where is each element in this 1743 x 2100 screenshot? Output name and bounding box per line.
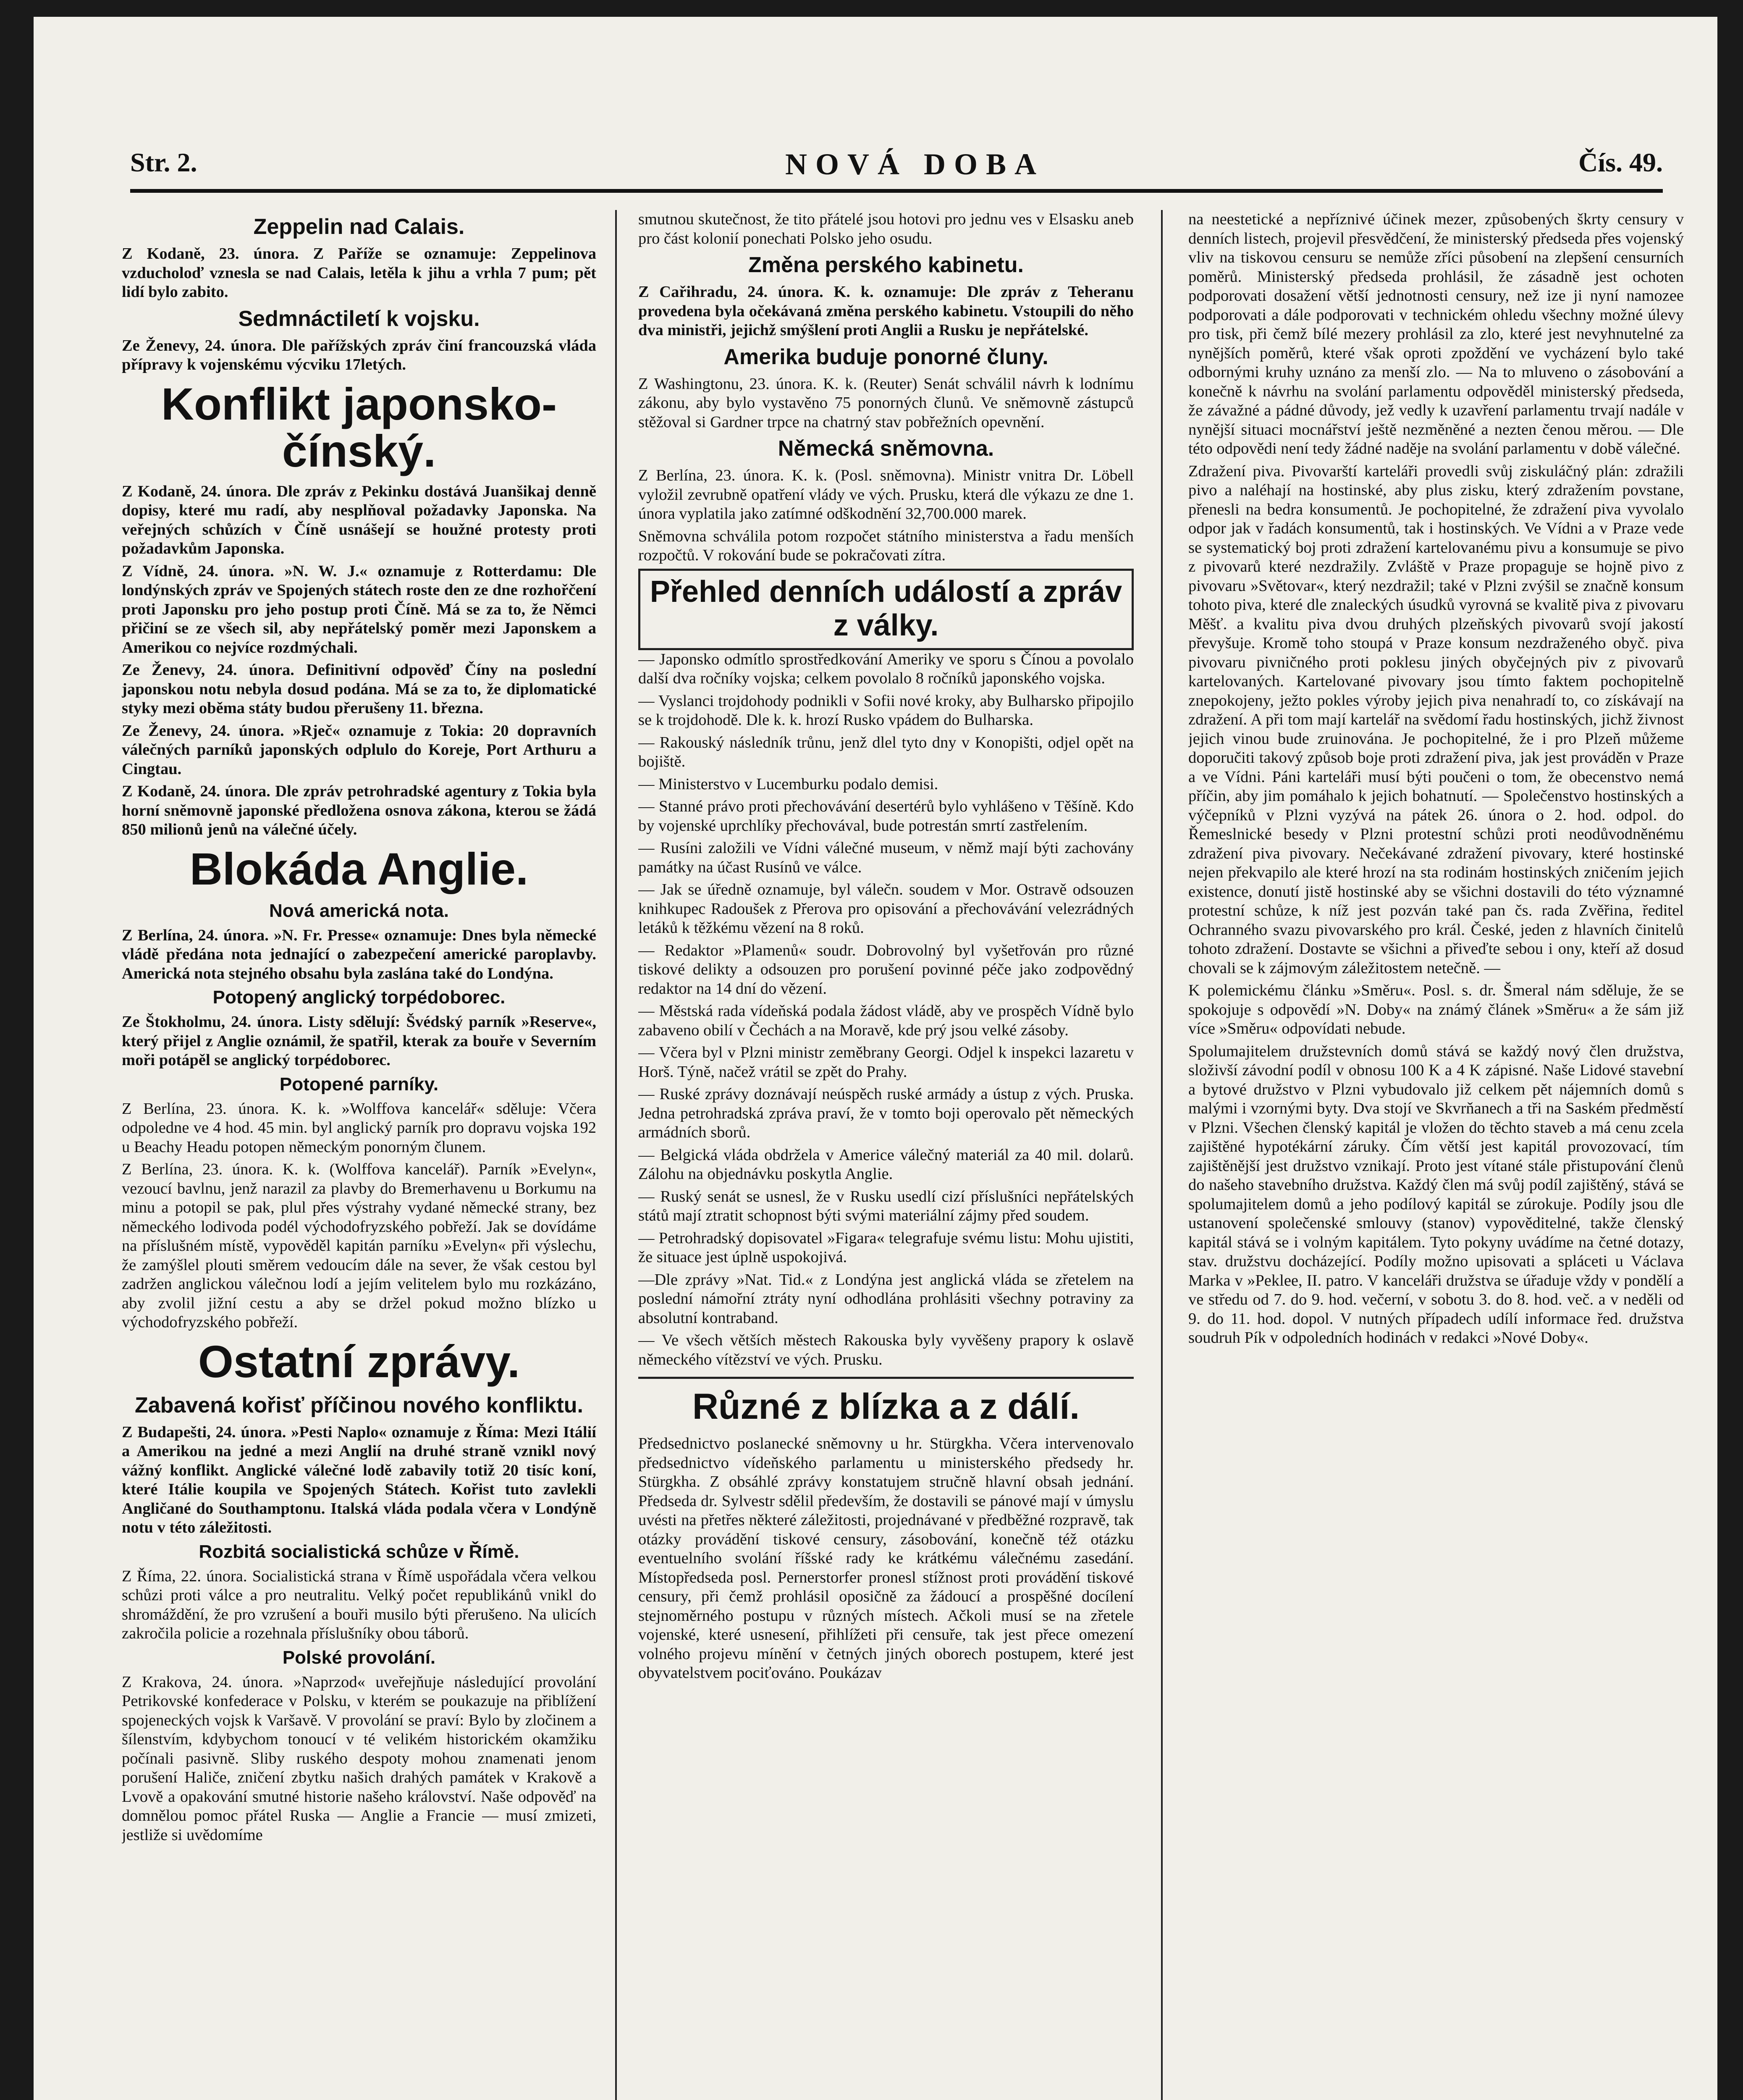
article-paragraph: — Japonsko odmítlo sprostředkování Ameriky ve sporu s Čínou a povolalo další dva ročníky vojska; celkem povolalo 8 ročníků japonského vojska.: [638, 650, 1134, 687]
article-paragraph: Z Kodaně, 23. února. Z Paříže se oznamuje: Zeppelinova vzducholoď vznesla se nad Calais, letěla k jihu a vrhla 7 pum; pět lidí bylo zabito.: [122, 245, 596, 301]
article-paragraph: Předsednictvo poslanecké sněmovny u hr. Stürgkha. Včera intervenovalo předsednictvo vídeňského parlamentu u ministerského předsedy hr. Stürgkha. Z obsáhlé zprávy konstatujem stručně hlavní obsah jednání. Předseda dr. Sylvestr sdělil především, že dostavili se pánové mají v úmyslu uvésti na přetřes některé záležitosti, projednávané v předběžné rozpravě, tak otázky provádění tiskové censury, zásobování, konečně též otázku eventuelního svolání říšské rady ke krátkému válečnému zasedání. Místopředseda posl. Pernerstorfer pronesl stížnost proti provádění tiskové censury, při čemž prohlásil oposičně za žádoucí a prospěšné docílení stejnoměrného postupu v různých místech. Ačkoli musí se na zřetele vojenské, které usnesení, přihlížeti při censuře, tak jest přece omezení volného projevu mínění v četných jiných oborech postupem, které jest obyvatelstvem pociťováno. Poukázav: [638, 1435, 1134, 1682]
article-paragraph: Z Krakova, 24. února. »Naprzod« uveřejňuje následující provolání Petrikovské konfederace v Polsku, v kterém se poukazuje na přiblížení spojeneckých vojsk k Varšavě. V provolání se praví: Bylo by zločinem a šílenstvím, kdybychom tonoucí v té velikém historickém okamžiku počínali pasivně. Sliby ruského despoty mohou znamenati jenom porušení Haliče, zničení zbytku našich drahých památek v Krakově a Lvově a opakování smutné historie našeho království. Naše odpověď na domnělou pomoc přátel Ruska — Anglie a Francie — musí zmizeti, jestliže si uvědomíme: [122, 1673, 596, 1844]
article-paragraph: K polemickému článku »Směru«. Posl. s. dr. Šmeral nám sděluje, že se spokojuje s odpovědí »N. Doby« na známý článek »Směru« a že sám již více »Směru« odpovídati nebude.: [1188, 982, 1684, 1037]
section-headline: Konflikt japonsko-čínský.: [161, 378, 557, 476]
article-paragraph: Ze Štokholmu, 24. února. Listy sdělují: Švédský parník »Reserve«, který přijel z Anglie oznámil, že spatřil, kterak za bouře v Severním moři potápěl se anglický torpédoborec.: [122, 1013, 596, 1069]
article-paragraph: Z Kodaně, 24. února. Dle zpráv petrohradské agentury z Tokia byla horní sněmovně japonské předložena osnova zákona, kterou se žádá 850 milionů jenů na válečné účely.: [122, 782, 596, 838]
headline-box: [638, 569, 1134, 650]
article-headline: Německá sněmovna.: [778, 436, 994, 461]
article-headline: Zeppelin nad Calais.: [253, 215, 465, 239]
column-2: [638, 210, 1134, 2100]
article-paragraph: — Stanné právo proti přechovávání desertérů bylo vyhlášeno v Těšíně. Kdo by vojenské uprchlíky přechovával, bude potrestán smrtí zastřelením.: [638, 798, 1134, 835]
article-paragraph: — Ministerstvo v Lucemburku podalo demisi.: [638, 775, 938, 793]
article-paragraph: — Včera byl v Plzni ministr zeměbrany Georgi. Odjel k inspekci lazaretu v Horš. Týně, načež vrátil se zpět do Prahy.: [638, 1044, 1134, 1081]
article-paragraph: Z Berlína, 23. února. K. k. »Wolffova kancelář« sděluje: Včera odpoledne ve 4 hod. 45 min. byl anglický parník pro dopravu vojska 192 u Beachy Headu potopen německým ponorným člunem.: [122, 1100, 596, 1156]
article-paragraph: na neestetické a nepříznivé účinek mezer, způsobených škrty censury v denních listech, projevil přesvědčení, že ministerský předseda přes vojenský vliv na tiskovou censuru se nemůže zříci působení na zlepšení censurních poměrů. Ministerský předseda prohlásil, že zásadně jest ochoten podporovati dosažení větší jednotnosti censury, než ize ji nyní namozee podporovati a dále podporovati v technickém ohledu všechny možné úlevy pro tisk, při čemž bílé mezery prohlásil za zlo, které jest nevyhnutelné za nynějších poměrů, které však oproti zpoždění ve vycházení bylo také odbornými kruhy uznáno za menší zlo. — Na to mluveno o zásobování a konečně k návrhu na svolání parlamentu odpověděl ministerský předseda, že závažné a pádné důvody, jež vedly k uzavření parlamentu trvají nadále v nynější situaci mocnářství ještě nezměněné a nezten čenou měrou. — Dle této odpovědi není tedy žádné naděje na svolání parlamentu v době válečné.: [1188, 210, 1684, 457]
page-number: Str. 2.: [130, 147, 197, 177]
article-paragraph: smutnou skutečnost, že tito přátelé jsou hotovi pro jednu ves v Elsasku aneb pro část kolonií ponechati Polsko jeho osudu.: [638, 210, 1134, 247]
newspaper-title: NOVÁ DOBA: [785, 147, 1045, 181]
article-paragraph: — Vyslanci trojdohody podnikli v Sofii nové kroky, aby Bulharsko připojilo se k trojdohodě. Dle k. k. hrozí Rusko vpádem do Bulharska.: [638, 692, 1134, 729]
article-paragraph: — Redaktor »Plamenů« soudr. Dobrovolný byl vyšetřován pro různé tiskové delikty a odsouzen pro porušení povinné péče jako zodpovědný redaktor na 14 dní do vězení.: [638, 941, 1134, 998]
article-paragraph: Sněmovna schválila potom rozpočet státního ministerstva a řadu menších rozpočtů. V rokování bude se pokračovati zítra.: [638, 527, 1134, 564]
article-paragraph: Z Říma, 22. února. Socialistická strana v Římě uspořádala včera velkou schůzi proti válce a pro neutralitu. Velký počet republikánů vnikl do shromáždění, že pro vzrušení a bouři musilo býti přerušeno. Na ulicích zakročila policie a rozehnala příslušníky obou táborů.: [122, 1567, 596, 1642]
article-paragraph: — Rusíni založili ve Vídni válečné museum, v němž mají býti zachovány památky na účast Rusínů ve válce.: [638, 839, 1134, 876]
article-headline: Amerika buduje ponorné čluny.: [723, 344, 1048, 369]
article-paragraph: —Dle zprávy »Nat. Tid.« z Londýna jest anglická vláda se zřetelem na poslední námořní ztráty nyní odhodlána prohlásiti všechny potraviny za absolutní kontraband.: [638, 1270, 1134, 1327]
article-subheadline: Polské provolání.: [282, 1647, 436, 1668]
newspaper-page: [34, 17, 1717, 2100]
article-paragraph: Z Budapešti, 24. února. »Pesti Naplo« oznamuje z Říma: Mezi Itálií a Amerikou na jedné a mezi Anglií na druhé straně vznikl nový vážný konflikt. Anglické válečné lodě zabavily totiž 20 tisíc koní, které Itálie koupila ve Spojených Státech. Kořist tuto zavlekli Angličané do Southamptonu. Italská vláda podala včera v Londýně notu v této záležitosti.: [122, 1423, 596, 1536]
article-paragraph: Spolumajitelem družstevních domů stává se každý nový člen družstva, složivší závodní podíl v obnosu 100 K a 4 K zápisné. Naše Lidové stavební a bytové družstvo v Plzni vybudovalo již celkem pět nájemních domů s malými i vzornými byty. Dva stojí ve Skvrňanech a tři na Saském předměstí v Plzni. Všechen členský kapitál je vložen do těchto staveb a má cenu zcela zajištěné hypotékární záruky. Čím větší jest kapitál provozovací, tím zajištěnější jest družstvo vznikají. Proto jest vítané stále přistupování členů do našeho stavebního družstva. Každý člen má svůj podíl zajištěný, stává se spolumajitelem domů a jeho podílový kapitál se zúrokuje. Podíly jsou dle ustanovení společenské smlouvy (stanov) vypověditelné, takže členský kapitál stává se i volným kapitálem. Tyto pokyny uvádíme na četné dotazy, stav. družstvu docházející. Podíly možno upisovati a spláceti u Václava Marka v »Peklee, II. patro. V kanceláři družstva se úřaduje vždy v pondělí a ve středu od 7. do 9. hod. večerní, v sobotu 3. do 8. hod. več. a v neděli od 9. do 11. hod. dopol. V nutných případech udílí informace řed. družstva soudruh Pík v odpoledních hodinách v redakci »Nové Doby«.: [1188, 1042, 1684, 1347]
article-paragraph: Z Vídně, 24. února. »N. W. J.« oznamuje z Rotterdamu: Dle londýnských zpráv ve Spojených státech roste den ze dne rozhořčení proti Japonsku pro jeho postup proti Číně. Má se za to, že Němci přičiní se ze všech sil, aby nepřátelský poměr mezi Japonskem a Amerikou co nejvíce rozdmýchali.: [122, 562, 596, 656]
column-3: [1188, 210, 1684, 2100]
column-divider: [1161, 210, 1163, 2100]
column-1: [122, 210, 596, 2100]
section-headline: Ostatní zprávy.: [198, 1336, 520, 1387]
article-paragraph: Z Berlína, 23. února. K. k. (Posl. sněmovna). Ministr vnitra Dr. Löbell vyložil zevrubně opatření vlády ve vých. Prusku, která dle výkazu ze dne 1. února vyplatila jako zatímné odškodnění 32,700.000 marek.: [638, 467, 1134, 522]
article-paragraph: — Ruské zprávy doznávají neúspěch ruské armády a ústup z vých. Pruska. Jedna petrohradská zpráva praví, že v tomto boji operovalo pět německých armádních sborů.: [638, 1085, 1134, 1141]
article-headline: Změna perského kabinetu.: [748, 253, 1024, 277]
section-headline: Přehled denních událostí a zpráv z války.: [650, 575, 1122, 642]
article-paragraph: — Ruský senát se usnesl, že v Rusku usedlí cizí příslušníci nepřátelských států mají ztratit schopnost býti svými materiální zájmy před soudem.: [638, 1187, 1134, 1224]
article-paragraph: Z Berlína, 23. února. K. k. (Wolffova kancelář). Parník »Evelyn«, vezoucí bavlnu, jenž narazil za plavby do Bremerhavenu u Borkumu na minu a potopil se pak, plul přes výstrahy vydané německé strany, bez německého lodivoda podél východofryzského pobřeží. Jak se dovídáme na příslušném místě, vypověděl kapitán parníku »Evelyn« při výslechu, že zamýšlel plouti směrem vedoucím dále na sever, že však cestou byl zadržen anglickou válečnou lodí a jejím velitelem bylo mu rozkázáno, aby zvolil jižní cestu a aby se držel pokud možno blízko u východofryzského pobřeží.: [122, 1160, 596, 1331]
article-headline: Sedmnáctiletí k vojsku.: [238, 306, 480, 331]
article-paragraph: — Jak se úředně oznamuje, byl válečn. soudem v Mor. Ostravě odsouzen knihkupec Radoušek z Přerova pro opisování a přechovávání velezrádných letáků k těžkému vězení na 8 roků.: [638, 881, 1134, 937]
masthead: [130, 143, 1663, 193]
article-paragraph: Z Cařihradu, 24. února. K. k. oznamuje: Dle zpráv z Teheranu provedena byla očekávaná změna perského kabinetu. Vstoupili do něho dva ministři, jejichž smýšlení proti Anglii a Rusku je nepřátelské.: [638, 283, 1134, 339]
article-paragraph: Ze Ženevy, 24. února. »Rječ« oznamuje z Tokia: 20 dopravních válečných parníků japonských odplulo do Koreje, Port Arthuru a Cingtau.: [122, 722, 596, 778]
issue-number: Čís. 49.: [1578, 147, 1663, 177]
article-paragraph: — Petrohradský dopisovatel »Figara« telegrafuje svému listu: Mohu ujistiti, že situace jest úplně uspokojivá.: [638, 1229, 1134, 1266]
article-paragraph: Ze Ženevy, 24. února. Dle pařížských zpráv činí francouzská vláda přípravy k vojenskému výcviku 17letých.: [122, 336, 596, 373]
article-subheadline: Nová americká nota.: [269, 900, 449, 921]
article-paragraph: Z Washingtonu, 23. února. K. k. (Reuter) Senát schválil návrh k lodnímu zákonu, aby bylo vystavěno 75 ponorných člunů. Ve sněmovně zástupců stěžoval si Gardner trpce na chatrný stav pobřežních opevnění.: [638, 375, 1134, 431]
article-subheadline: Rozbitá socialistická schůze v Římě.: [199, 1541, 519, 1562]
article-paragraph: Ze Ženevy, 24. února. Definitivní odpověď Číny na poslední japonskou notu nebyla dosud podána. Má se za to, že diplomatické styky mezi oběma státy budou přerušeny 11. března.: [122, 661, 596, 717]
column-divider: [615, 210, 617, 2100]
article-headline: Zabavená kořisť příčinou nového konfliktu.: [135, 1393, 583, 1418]
section-headline: Různé z blízka a z dálí.: [692, 1386, 1080, 1427]
article-paragraph: — Městská rada vídeňská podala žádost vládě, aby ve prospěch Vídně bylo zabaveno obilí v Čechách a na Moravě, kde prý jsou velké zásoby.: [638, 1002, 1134, 1039]
article-subheadline: Potopené parníky.: [279, 1074, 439, 1095]
article-subheadline: Potopený anglický torpédoborec.: [212, 987, 506, 1008]
article-paragraph: Z Kodaně, 24. února. Dle zpráv z Pekinku dostává Juanšikaj denně dopisy, které mu radí, aby nesplňoval požadavky Japonska. Na veřejných schůzích v Číně usnášejí se houžné protesty proti požadavkům Japonska.: [122, 482, 596, 557]
article-paragraph: — Ve všech větších městech Rakouska byly vyvěšeny prapory k oslavě německého vítězství ve vých. Prusku.: [638, 1331, 1134, 1368]
article-paragraph: Zdražení piva. Pivovarští karteláři provedli svůj ziskuláčný plán: zdražili pivo a naléhají na hostinské, aby plus zisku, který zdražením povstane, přenesli na bedra konsumentů. Je pochopitelné, že zdražení piva vyvolalo odpor jak v řadách konsumentů, tak i hostinských. Ve Vídni a v Praze vede se systematický boj proti zdražení kartelovanému pivu a konsumuje se pivo z pivovarů které nezdražily. Zvláště v Praze propaguje se hojně pivo z pivovaru »Světovar«, který nezdražil; také v Plzni zvýšil se značně konsum tohoto piva, které dle znaleckých úsudků vyrovná se kvalitě piva z pivovaru Měšť. a kvalitu piva dvou druhých plzeňských pivovarů svojí jakostí převyšuje. Kromě toho stoupá v Praze konsum nezdraženého obyč. piva pivovaru pivničného proti poklesu jiných obyčejných piv z pivovarů kartelovaných. Kartelované pivovary jsou tímto faktem pochopitelně znepokojeny, ježto pokles výroby jejich piva nenahradí to, co získávají na zdražení. A při tom mají kartelář na svědomí řadu hostinských, jichž živnost jejich vinou bude zruinována. Je pochopitelné, že i pro Plzeň můžeme doporučiti takový způsob boje proti zdražení piva, jak jest prováděn v Praze a ve Vídni. Páni karteláři musí býti poučeni o tom, že obecenstvo nemá příčin, aby jim pomáhalo k jejich bohatnutí. — Společenstvo hostinských a výčepníků v Plzni vyzývá na pátek 26. února o 2. hod. odpol. do Řemeslnické besedy v Plzni protestní schůzi proti neodůvodněnému zdražení piva pivovary. Nečekávané zdražení pivovary, které hostinské nejen překvapilo ale které hrozí na sta rodinám hostinských zničením jejich existence, donutí jistě hostinské aby se všichni dostavili do této významné protestní schůze, k níž jest pozván také pan čs. rada Zvěřina, ředitel Ochranného svazu pivovarského pro král. České, jeden z hlavních činitelů tohoto zdražení. Dostavte se všichni a přiveďte sebou i ony, kteří až dosud chovali se k zájmovým záležitostem netečně. —: [1188, 462, 1684, 977]
article-paragraph: — Rakouský následník trůnu, jenž dlel tyto dny v Konopišti, odjel opět na bojiště.: [638, 733, 1134, 770]
section-headline: Blokáda Anglie.: [189, 843, 529, 894]
section-rule: [638, 1377, 1134, 1379]
article-paragraph: Z Berlína, 24. února. »N. Fr. Presse« oznamuje: Dnes byla německé vládě předána nota jednající o zabezpečení americké paroplavby. Americká nota stejného obsahu byla zaslána také do Londýna.: [122, 926, 596, 982]
article-paragraph: — Belgická vláda obdržela v Americe válečný materiál za 40 mil. dolarů. Zálohu na objednávku poskytla Anglie.: [638, 1146, 1134, 1183]
